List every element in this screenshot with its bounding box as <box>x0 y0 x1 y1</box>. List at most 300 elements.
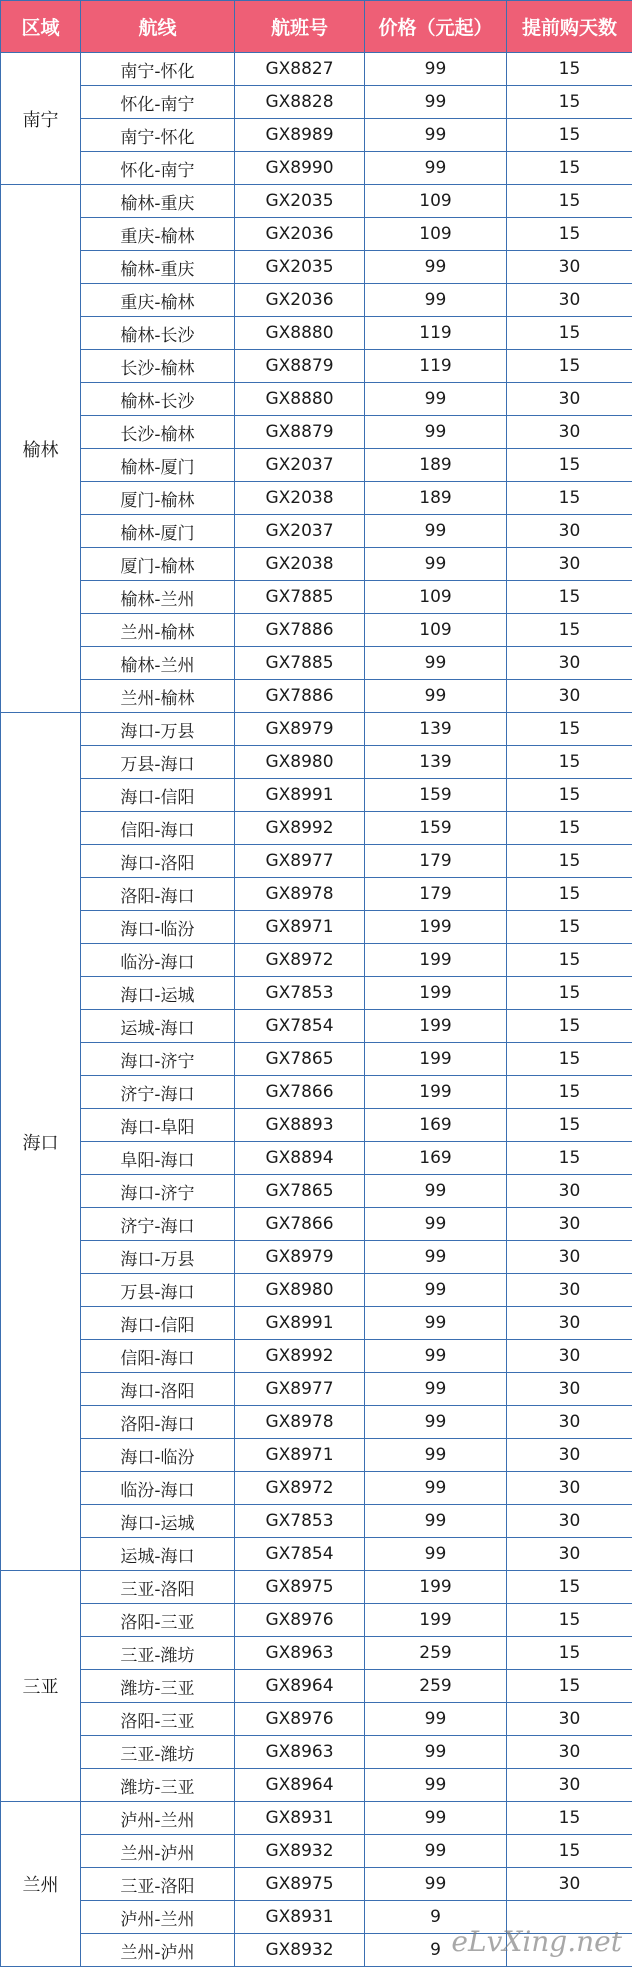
route-cell: 海口-洛阳 <box>81 845 235 878</box>
route-cell: 泸州-兰州 <box>81 1901 235 1934</box>
advance-days-cell: 15 <box>507 911 632 944</box>
flight-no-cell: GX8992 <box>235 812 365 845</box>
table-row <box>1 284 632 317</box>
header-row <box>1 1 632 53</box>
flight-no-cell: GX8931 <box>235 1901 365 1934</box>
advance-days-cell <box>507 1901 632 1934</box>
advance-days-cell: 15 <box>507 746 632 779</box>
price-cell: 259 <box>365 1637 507 1670</box>
table-row <box>1 1373 632 1406</box>
price-cell: 99 <box>365 1175 507 1208</box>
flight-no-cell: GX8991 <box>235 1307 365 1340</box>
table-row <box>1 548 632 581</box>
table-row <box>1 1472 632 1505</box>
advance-days-cell: 15 <box>507 1670 632 1703</box>
price-cell: 99 <box>365 1769 507 1802</box>
price-cell: 9 <box>365 1934 507 1967</box>
flight-no-cell: GX8971 <box>235 911 365 944</box>
route-cell: 海口-万县 <box>81 1241 235 1274</box>
route-cell: 南宁-怀化 <box>81 119 235 152</box>
price-cell: 99 <box>365 680 507 713</box>
price-cell: 99 <box>365 1505 507 1538</box>
route-cell: 怀化-南宁 <box>81 86 235 119</box>
flight-no-cell: GX8980 <box>235 746 365 779</box>
flight-no-cell: GX7865 <box>235 1175 365 1208</box>
price-cell: 109 <box>365 581 507 614</box>
advance-days-cell: 30 <box>507 1406 632 1439</box>
table-row <box>1 878 632 911</box>
table-row <box>1 1307 632 1340</box>
price-cell: 199 <box>365 977 507 1010</box>
table-row <box>1 647 632 680</box>
advance-days-cell: 30 <box>507 1505 632 1538</box>
flight-no-cell: GX8978 <box>235 878 365 911</box>
price-cell: 99 <box>365 1340 507 1373</box>
flight-no-cell: GX8880 <box>235 383 365 416</box>
table-row <box>1 515 632 548</box>
table-row <box>1 482 632 515</box>
price-cell: 99 <box>365 647 507 680</box>
route-cell: 海口-运城 <box>81 977 235 1010</box>
flight-no-cell: GX8975 <box>235 1868 365 1901</box>
route-cell: 洛阳-三亚 <box>81 1604 235 1637</box>
advance-days-cell: 15 <box>507 614 632 647</box>
table-row <box>1 911 632 944</box>
route-cell: 长沙-榆林 <box>81 416 235 449</box>
advance-days-cell: 15 <box>507 1142 632 1175</box>
table-row <box>1 845 632 878</box>
table-row <box>1 1208 632 1241</box>
table-row <box>1 1670 632 1703</box>
route-cell: 潍坊-三亚 <box>81 1670 235 1703</box>
header-region: 区域 <box>1 1 81 53</box>
advance-days-cell: 30 <box>507 1208 632 1241</box>
flight-no-cell: GX8979 <box>235 713 365 746</box>
flight-no-cell: GX8963 <box>235 1637 365 1670</box>
price-cell: 99 <box>365 1274 507 1307</box>
route-cell: 海口-运城 <box>81 1505 235 1538</box>
route-cell: 海口-万县 <box>81 713 235 746</box>
advance-days-cell: 30 <box>507 1241 632 1274</box>
route-cell: 信阳-海口 <box>81 812 235 845</box>
table-row <box>1 251 632 284</box>
table-row <box>1 119 632 152</box>
advance-days-cell: 15 <box>507 1835 632 1868</box>
table-row <box>1 1505 632 1538</box>
table-row <box>1 1076 632 1109</box>
region-cell: 榆林 <box>1 185 81 713</box>
region-cell: 海口 <box>1 713 81 1571</box>
advance-days-cell: 15 <box>507 1043 632 1076</box>
advance-days-cell: 15 <box>507 1571 632 1604</box>
route-cell: 三亚-潍坊 <box>81 1637 235 1670</box>
price-cell: 199 <box>365 1010 507 1043</box>
advance-days-cell: 15 <box>507 185 632 218</box>
price-cell: 109 <box>365 614 507 647</box>
price-cell: 199 <box>365 1571 507 1604</box>
advance-days-cell: 15 <box>507 86 632 119</box>
route-cell: 济宁-海口 <box>81 1076 235 1109</box>
price-cell: 99 <box>365 1538 507 1571</box>
flight-no-cell: GX2035 <box>235 185 365 218</box>
advance-days-cell: 15 <box>507 878 632 911</box>
route-cell: 阜阳-海口 <box>81 1142 235 1175</box>
price-cell: 99 <box>365 119 507 152</box>
advance-days-cell: 15 <box>507 1802 632 1835</box>
flight-no-cell: GX8975 <box>235 1571 365 1604</box>
flight-no-cell: GX2036 <box>235 284 365 317</box>
route-cell: 泸州-兰州 <box>81 1802 235 1835</box>
route-cell: 三亚-洛阳 <box>81 1571 235 1604</box>
advance-days-cell: 15 <box>507 482 632 515</box>
price-cell: 99 <box>365 284 507 317</box>
advance-days-cell: 30 <box>507 515 632 548</box>
header-flight-no: 航班号 <box>235 1 365 53</box>
advance-days-cell: 15 <box>507 713 632 746</box>
route-cell: 运城-海口 <box>81 1010 235 1043</box>
flight-no-cell: GX8894 <box>235 1142 365 1175</box>
advance-days-cell: 30 <box>507 1175 632 1208</box>
advance-days-cell: 30 <box>507 1769 632 1802</box>
price-cell: 99 <box>365 1241 507 1274</box>
header-price: 价格（元起） <box>365 1 507 53</box>
table-row <box>1 680 632 713</box>
route-cell: 海口-济宁 <box>81 1043 235 1076</box>
price-cell: 199 <box>365 1604 507 1637</box>
table-row <box>1 1274 632 1307</box>
flight-no-cell: GX8964 <box>235 1769 365 1802</box>
table-row <box>1 1835 632 1868</box>
route-cell: 运城-海口 <box>81 1538 235 1571</box>
advance-days-cell: 15 <box>507 317 632 350</box>
price-cell: 99 <box>365 1373 507 1406</box>
table-row <box>1 1175 632 1208</box>
table-body <box>1 53 632 1967</box>
flight-no-cell: GX8893 <box>235 1109 365 1142</box>
route-cell: 长沙-榆林 <box>81 350 235 383</box>
flight-no-cell: GX8827 <box>235 53 365 86</box>
route-cell: 兰州-泸州 <box>81 1934 235 1967</box>
flight-no-cell: GX7853 <box>235 1505 365 1538</box>
route-cell: 榆林-重庆 <box>81 251 235 284</box>
route-cell: 海口-济宁 <box>81 1175 235 1208</box>
flight-no-cell: GX8964 <box>235 1670 365 1703</box>
table-header <box>1 1 632 53</box>
flight-no-cell: GX2036 <box>235 218 365 251</box>
flight-no-cell: GX8972 <box>235 944 365 977</box>
flight-no-cell: GX7854 <box>235 1010 365 1043</box>
price-cell: 199 <box>365 1076 507 1109</box>
route-cell: 海口-临汾 <box>81 911 235 944</box>
advance-days-cell: 15 <box>507 845 632 878</box>
table-row <box>1 383 632 416</box>
price-cell: 99 <box>365 1472 507 1505</box>
table-row <box>1 416 632 449</box>
price-cell: 99 <box>365 1208 507 1241</box>
advance-days-cell: 30 <box>507 383 632 416</box>
table-row <box>1 350 632 383</box>
flight-no-cell: GX2038 <box>235 548 365 581</box>
flight-no-cell: GX8879 <box>235 416 365 449</box>
price-cell: 119 <box>365 350 507 383</box>
price-cell: 159 <box>365 812 507 845</box>
flight-no-cell: GX7854 <box>235 1538 365 1571</box>
region-cell: 南宁 <box>1 53 81 185</box>
table-row <box>1 1637 632 1670</box>
flight-no-cell: GX2035 <box>235 251 365 284</box>
advance-days-cell: 30 <box>507 1703 632 1736</box>
flight-no-cell: GX8976 <box>235 1604 365 1637</box>
flight-no-cell: GX7886 <box>235 614 365 647</box>
advance-days-cell: 30 <box>507 1538 632 1571</box>
flight-no-cell: GX8990 <box>235 152 365 185</box>
price-cell: 99 <box>365 1835 507 1868</box>
table-row <box>1 1109 632 1142</box>
flight-no-cell: GX7885 <box>235 647 365 680</box>
flight-no-cell: GX8971 <box>235 1439 365 1472</box>
price-cell: 99 <box>365 53 507 86</box>
flight-no-cell: GX8963 <box>235 1736 365 1769</box>
flight-no-cell: GX8932 <box>235 1835 365 1868</box>
flight-no-cell: GX8978 <box>235 1406 365 1439</box>
advance-days-cell: 15 <box>507 779 632 812</box>
route-cell: 兰州-榆林 <box>81 614 235 647</box>
route-cell: 兰州-泸州 <box>81 1835 235 1868</box>
flight-no-cell: GX8932 <box>235 1934 365 1967</box>
flight-no-cell: GX7866 <box>235 1208 365 1241</box>
flight-no-cell: GX8977 <box>235 1373 365 1406</box>
flight-no-cell: GX2037 <box>235 449 365 482</box>
route-cell: 重庆-榆林 <box>81 218 235 251</box>
advance-days-cell: 15 <box>507 1109 632 1142</box>
route-cell: 重庆-榆林 <box>81 284 235 317</box>
price-cell: 9 <box>365 1901 507 1934</box>
advance-days-cell: 30 <box>507 1307 632 1340</box>
route-cell: 厦门-榆林 <box>81 548 235 581</box>
price-cell: 99 <box>365 251 507 284</box>
price-cell: 119 <box>365 317 507 350</box>
table-row <box>1 449 632 482</box>
table-row <box>1 812 632 845</box>
advance-days-cell: 15 <box>507 218 632 251</box>
region-cell: 兰州 <box>1 1802 81 1967</box>
route-cell: 厦门-榆林 <box>81 482 235 515</box>
route-cell: 洛阳-三亚 <box>81 1703 235 1736</box>
route-cell: 榆林-厦门 <box>81 515 235 548</box>
flight-no-cell: GX7866 <box>235 1076 365 1109</box>
route-cell: 洛阳-海口 <box>81 878 235 911</box>
route-cell: 海口-信阳 <box>81 779 235 812</box>
table-row <box>1 746 632 779</box>
table-row <box>1 317 632 350</box>
table-row <box>1 152 632 185</box>
price-cell: 99 <box>365 515 507 548</box>
table-row <box>1 1901 632 1934</box>
table-row <box>1 1043 632 1076</box>
advance-days-cell: 30 <box>507 284 632 317</box>
route-cell: 兰州-榆林 <box>81 680 235 713</box>
table-row <box>1 1703 632 1736</box>
price-cell: 199 <box>365 1043 507 1076</box>
advance-days-cell: 30 <box>507 1472 632 1505</box>
table-row <box>1 1934 632 1967</box>
advance-days-cell: 30 <box>507 1373 632 1406</box>
table-row <box>1 1439 632 1472</box>
table-row <box>1 185 632 218</box>
flight-no-cell: GX8972 <box>235 1472 365 1505</box>
table-row <box>1 614 632 647</box>
price-cell: 179 <box>365 845 507 878</box>
table-row <box>1 1802 632 1835</box>
price-cell: 199 <box>365 944 507 977</box>
price-cell: 199 <box>365 911 507 944</box>
price-cell: 169 <box>365 1142 507 1175</box>
route-cell: 洛阳-海口 <box>81 1406 235 1439</box>
flight-no-cell: GX8979 <box>235 1241 365 1274</box>
route-cell: 榆林-长沙 <box>81 317 235 350</box>
region-cell: 三亚 <box>1 1571 81 1802</box>
flight-no-cell: GX7885 <box>235 581 365 614</box>
price-cell: 159 <box>365 779 507 812</box>
price-cell: 99 <box>365 152 507 185</box>
watermark: eLvXing.net <box>451 1925 622 1958</box>
price-cell: 139 <box>365 713 507 746</box>
table-row <box>1 1538 632 1571</box>
advance-days-cell: 30 <box>507 1736 632 1769</box>
price-cell: 99 <box>365 548 507 581</box>
table-row <box>1 581 632 614</box>
price-cell: 109 <box>365 218 507 251</box>
route-cell: 万县-海口 <box>81 746 235 779</box>
route-cell: 万县-海口 <box>81 1274 235 1307</box>
advance-days-cell: 15 <box>507 1637 632 1670</box>
table-row <box>1 1571 632 1604</box>
advance-days-cell <box>507 1934 632 1967</box>
route-cell: 榆林-兰州 <box>81 581 235 614</box>
route-cell: 榆林-兰州 <box>81 647 235 680</box>
flight-no-cell: GX8879 <box>235 350 365 383</box>
price-cell: 99 <box>365 1406 507 1439</box>
route-cell: 临汾-海口 <box>81 1472 235 1505</box>
table-row <box>1 1868 632 1901</box>
advance-days-cell: 30 <box>507 647 632 680</box>
table-row <box>1 1769 632 1802</box>
table-row <box>1 1241 632 1274</box>
route-cell: 海口-洛阳 <box>81 1373 235 1406</box>
advance-days-cell: 15 <box>507 944 632 977</box>
advance-days-cell: 30 <box>507 548 632 581</box>
flight-no-cell: GX8931 <box>235 1802 365 1835</box>
route-cell: 榆林-厦门 <box>81 449 235 482</box>
advance-days-cell: 15 <box>507 977 632 1010</box>
flight-no-cell: GX8880 <box>235 317 365 350</box>
flight-no-cell: GX7886 <box>235 680 365 713</box>
route-cell: 怀化-南宁 <box>81 152 235 185</box>
price-cell: 189 <box>365 449 507 482</box>
route-cell: 榆林-长沙 <box>81 383 235 416</box>
advance-days-cell: 30 <box>507 680 632 713</box>
table-row <box>1 1604 632 1637</box>
table-row <box>1 1406 632 1439</box>
route-cell: 济宁-海口 <box>81 1208 235 1241</box>
flight-no-cell: GX2038 <box>235 482 365 515</box>
route-cell: 海口-信阳 <box>81 1307 235 1340</box>
price-cell: 99 <box>365 1802 507 1835</box>
table-row <box>1 1142 632 1175</box>
route-cell: 榆林-重庆 <box>81 185 235 218</box>
advance-days-cell: 30 <box>507 1340 632 1373</box>
header-advance-days: 提前购天数 <box>507 1 632 53</box>
advance-days-cell: 30 <box>507 416 632 449</box>
route-cell: 临汾-海口 <box>81 944 235 977</box>
price-cell: 179 <box>365 878 507 911</box>
flight-no-cell: GX8989 <box>235 119 365 152</box>
price-cell: 99 <box>365 1439 507 1472</box>
table-row <box>1 1736 632 1769</box>
table-row <box>1 713 632 746</box>
route-cell: 海口-临汾 <box>81 1439 235 1472</box>
flight-no-cell: GX8976 <box>235 1703 365 1736</box>
route-cell: 信阳-海口 <box>81 1340 235 1373</box>
price-cell: 139 <box>365 746 507 779</box>
flight-no-cell: GX8828 <box>235 86 365 119</box>
price-cell: 99 <box>365 1703 507 1736</box>
flight-no-cell: GX7853 <box>235 977 365 1010</box>
flight-no-cell: GX8992 <box>235 1340 365 1373</box>
advance-days-cell: 15 <box>507 152 632 185</box>
route-cell: 海口-阜阳 <box>81 1109 235 1142</box>
advance-days-cell: 15 <box>507 119 632 152</box>
advance-days-cell: 15 <box>507 449 632 482</box>
table-row <box>1 1010 632 1043</box>
price-cell: 189 <box>365 482 507 515</box>
advance-days-cell: 15 <box>507 812 632 845</box>
advance-days-cell: 15 <box>507 1076 632 1109</box>
table-row <box>1 86 632 119</box>
route-cell: 三亚-潍坊 <box>81 1736 235 1769</box>
table-row <box>1 944 632 977</box>
price-cell: 109 <box>365 185 507 218</box>
advance-days-cell: 30 <box>507 1439 632 1472</box>
advance-days-cell: 15 <box>507 350 632 383</box>
advance-days-cell: 15 <box>507 53 632 86</box>
price-cell: 259 <box>365 1670 507 1703</box>
price-cell: 99 <box>365 1736 507 1769</box>
route-cell: 南宁-怀化 <box>81 53 235 86</box>
route-cell: 潍坊-三亚 <box>81 1769 235 1802</box>
flight-no-cell: GX2037 <box>235 515 365 548</box>
flight-no-cell: GX8977 <box>235 845 365 878</box>
route-cell: 三亚-洛阳 <box>81 1868 235 1901</box>
flight-no-cell: GX8980 <box>235 1274 365 1307</box>
table-row <box>1 977 632 1010</box>
advance-days-cell: 30 <box>507 251 632 284</box>
table-row <box>1 1340 632 1373</box>
table-row <box>1 53 632 86</box>
advance-days-cell: 30 <box>507 1274 632 1307</box>
price-cell: 99 <box>365 1307 507 1340</box>
table-row <box>1 218 632 251</box>
table-row <box>1 779 632 812</box>
price-cell: 99 <box>365 416 507 449</box>
advance-days-cell: 15 <box>507 1010 632 1043</box>
advance-days-cell: 30 <box>507 1868 632 1901</box>
flight-no-cell: GX7865 <box>235 1043 365 1076</box>
price-cell: 99 <box>365 1868 507 1901</box>
price-cell: 99 <box>365 86 507 119</box>
price-cell: 169 <box>365 1109 507 1142</box>
flight-no-cell: GX8991 <box>235 779 365 812</box>
